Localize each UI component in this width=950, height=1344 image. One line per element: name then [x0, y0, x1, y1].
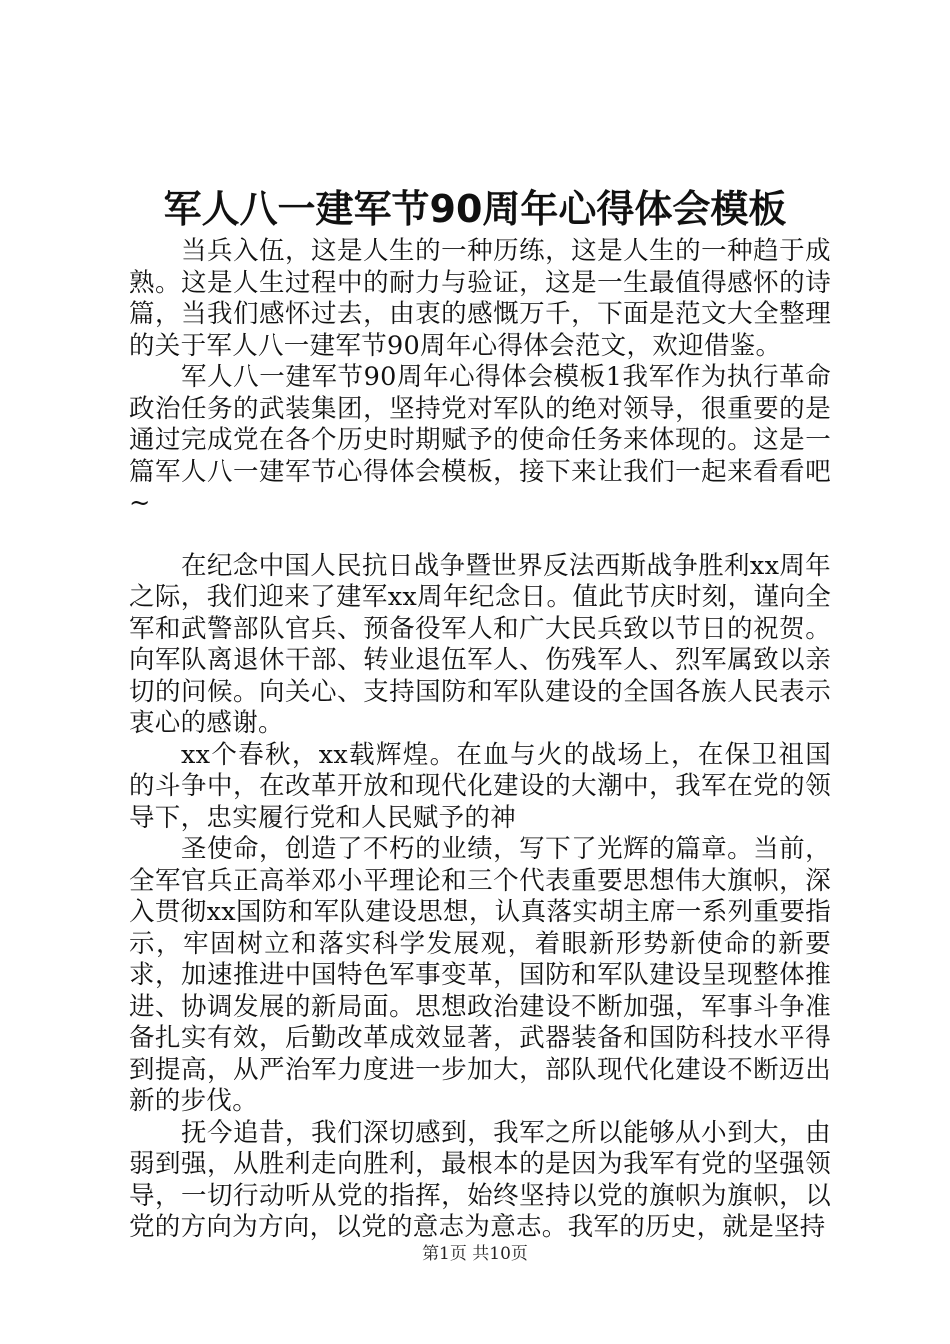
paragraph-history: xx个春秋，xx载辉煌。在血与火的战场上，在保卫祖国的斗争中，在改革开放和现代化建设的大潮中，我军在党的领导下，忠实履行党和人民赋予的神 — [129, 739, 831, 833]
document-body — [129, 236, 831, 1244]
document-title: 军人八一建军节90周年心得体会模板 — [163, 187, 787, 231]
paragraph-intro: 当兵入伍，这是人生的一种历练，这是人生的一种趋于成熟。这是人生过程中的耐力与验证，这是一生最值得感怀的诗篇，当我们感怀过去，由衷的感慨万千，下面是范文大全整理的关于军人八一建军节90周年心得体会范文，欢迎借鉴。 — [129, 236, 831, 361]
page-number: 第1页 共10页 — [422, 1244, 528, 1264]
paragraph-anniversary: 在纪念中国人民抗日战争暨世界反法西斯战争胜利xx周年之际，我们迎来了建军xx周年纪念日。值此节庆时刻，谨向全军和武警部队官兵、预备役军人和广大民兵致以节日的祝贺。向军队离退休干部、转业退伍军人、伤残军人、烈军属致以亲切的问候。向关心、支持国防和军队建设的全国各族人民表示衷心的感谢。 — [129, 550, 831, 738]
paragraph-template-1: 军人八一建军节90周年心得体会模板1我军作为执行革命政治任务的武装集团，坚持党对军队的绝对领导，很重要的是通过完成党在各个历史时期赋予的使命任务来体现的。这是一篇军人八一建军节心得体会模板，接下来让我们一起来看看吧~ — [129, 362, 831, 518]
paragraph-reflection: 抚今追昔，我们深切感到，我军之所以能够从小到大，由弱到强，从胜利走向胜利，最根本的是因为我军有党的坚强领导，一切行动听从党的指挥，始终坚持以党的旗帜为旗帜，以党的方向为方向，以党的意志为意志。我军的历史，就是坚持 — [129, 1117, 831, 1242]
paragraph-spacer — [129, 520, 831, 551]
paragraph-mission: 圣使命，创造了不朽的业绩，写下了光辉的篇章。当前，全军官兵正高举邓小平理论和三个代表重要思想伟大旗帜，深入贯彻xx国防和军队建设思想，认真落实胡主席一系列重要指示，牢固树立和落实科学发展观，着眼新形势新使命的新要求，加速推进中国特色军事变革，国防和军队建设呈现整体推进、协调发展的新局面。思想政治建设不断加强，军事斗争准备扎实有效，后勤改革成效显著，武器装备和国防科技水平得到提高，从严治军力度进一步加大，部队现代化建设不断迈出新的步伐。 — [129, 834, 831, 1116]
